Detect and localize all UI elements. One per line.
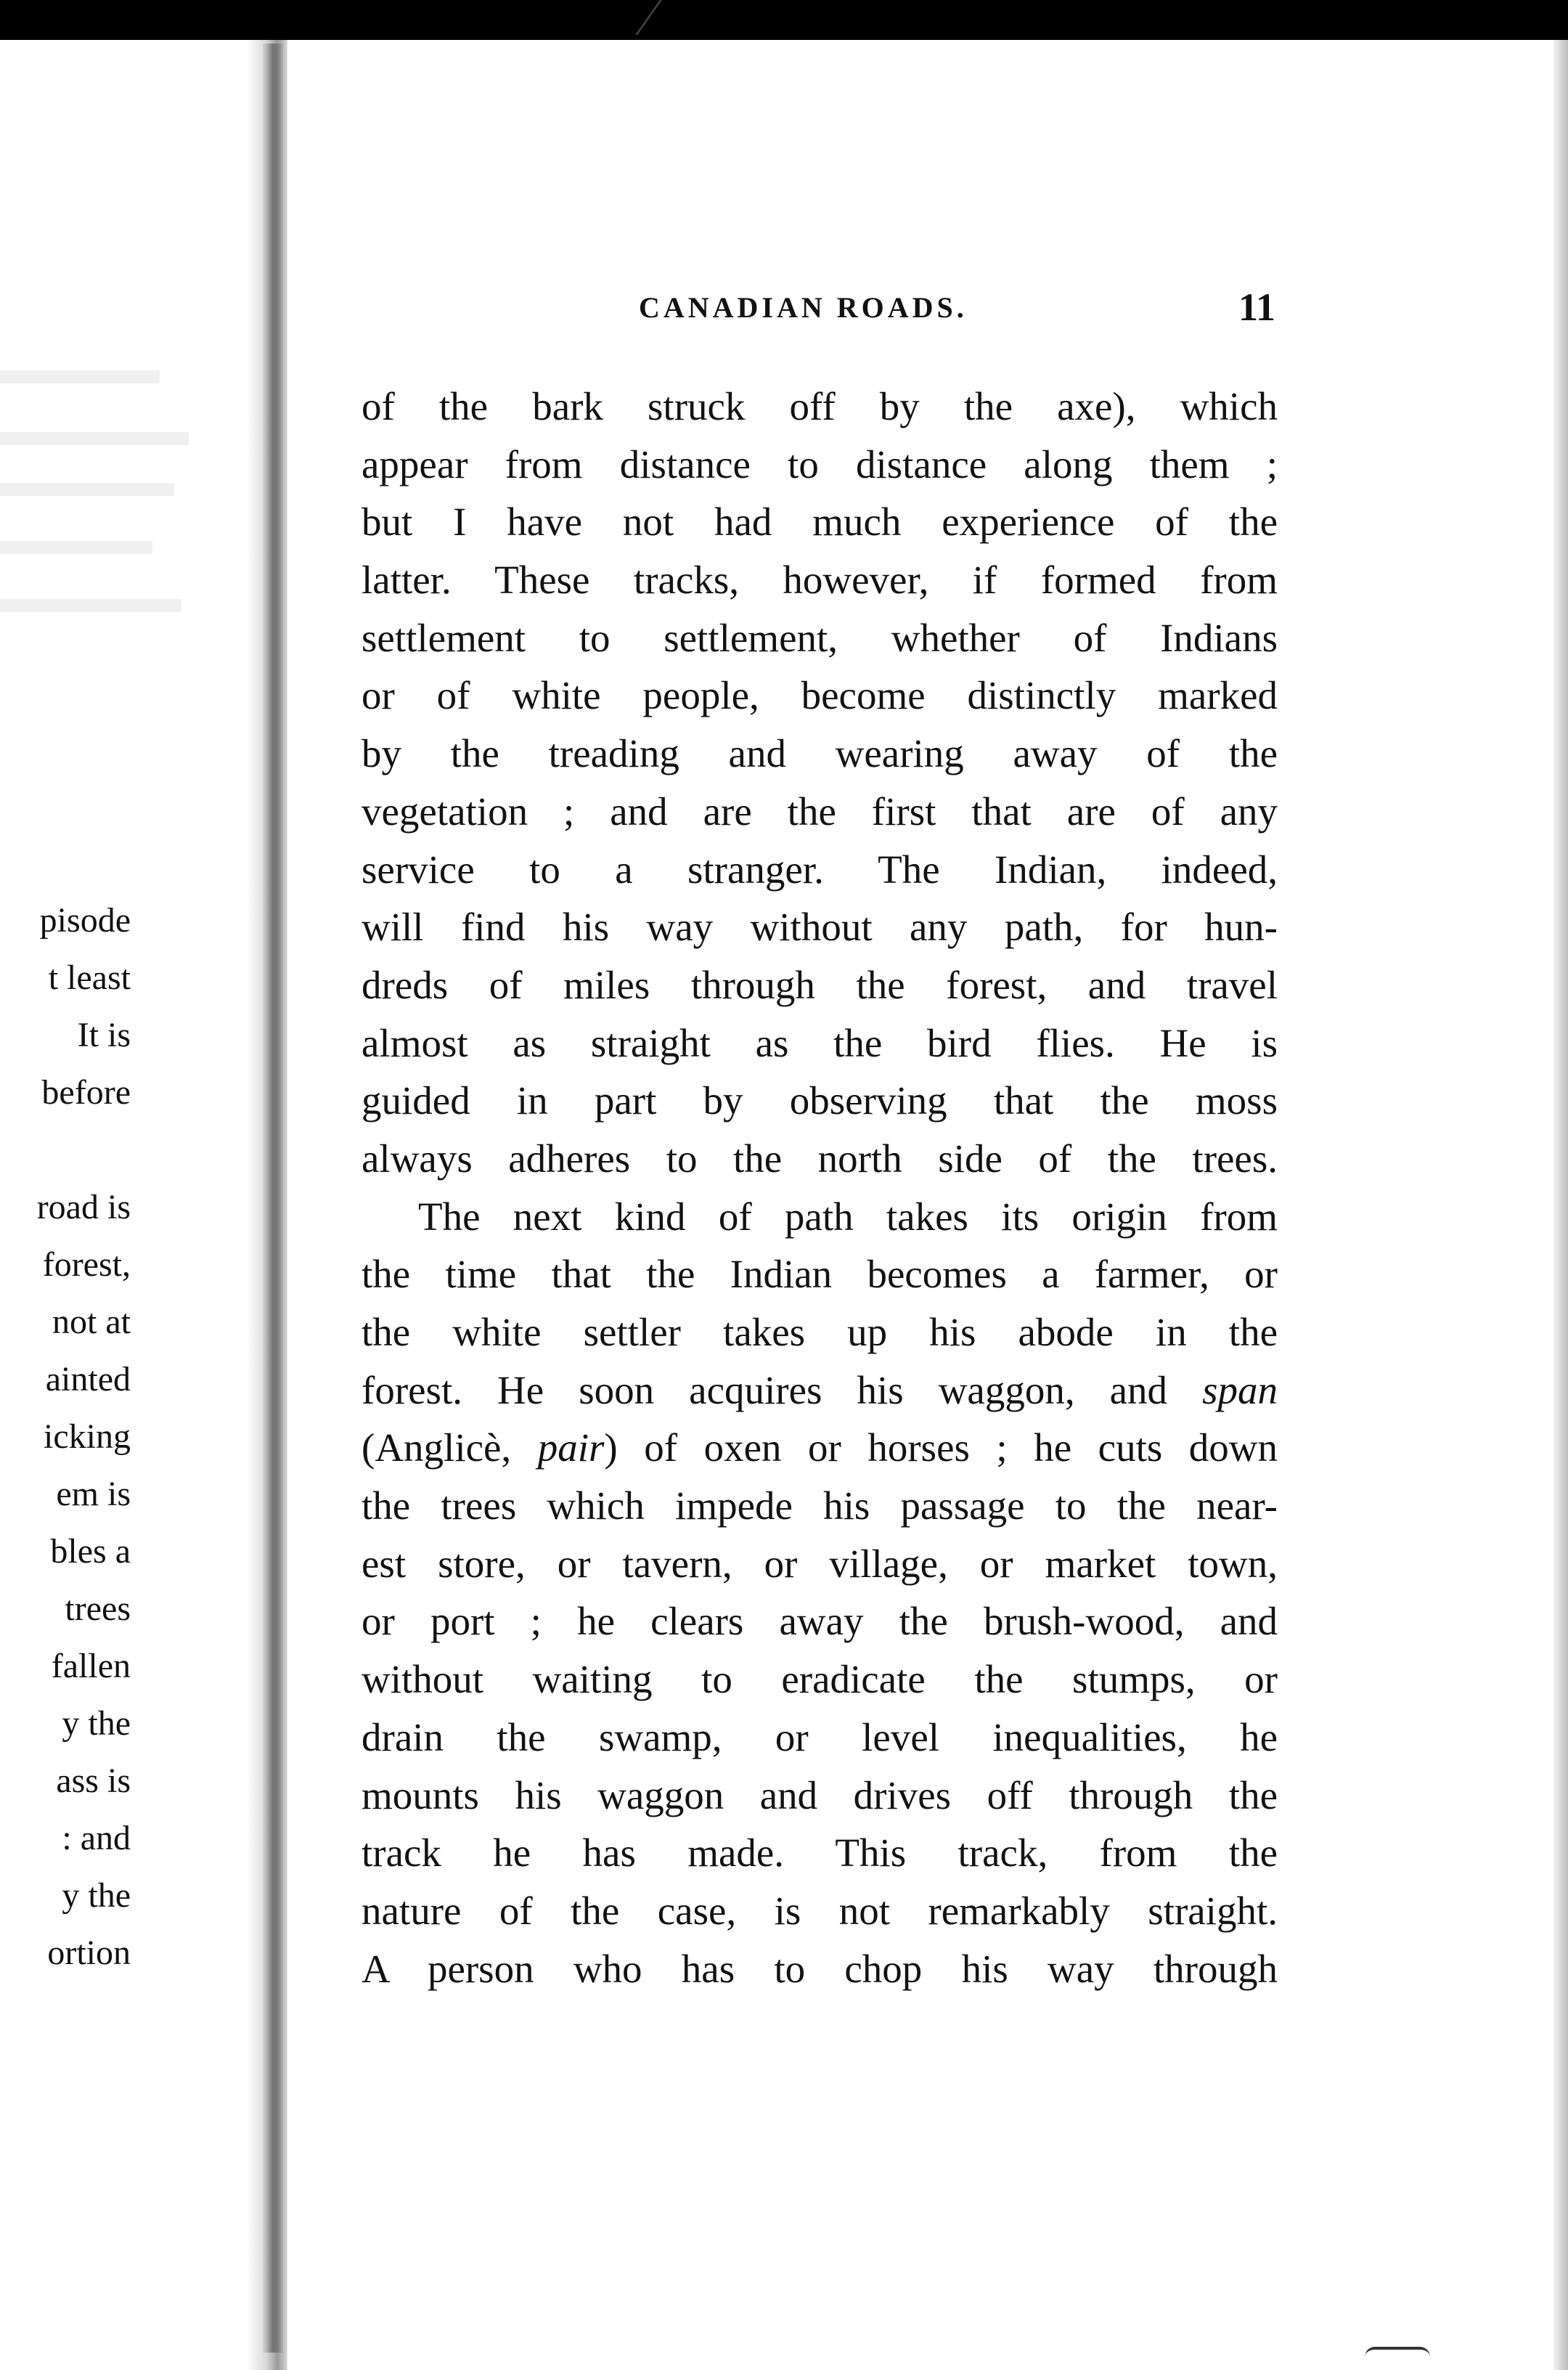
- bleed-through-line: [0, 483, 174, 496]
- text-line: appear from distance to distance along them ;: [362, 441, 1278, 486]
- text-segment: (Anglicè,: [362, 1425, 512, 1470]
- left-line: ainted: [45, 1360, 131, 1398]
- text-line: latter. These tracks, however, if formed from: [362, 558, 1278, 603]
- text-line: guided in part by observing that the moss: [362, 1078, 1278, 1123]
- left-line: em is: [56, 1475, 131, 1513]
- text-line: by the treading and wearing away of the: [362, 731, 1278, 776]
- page-number: 11: [1238, 285, 1276, 329]
- text-segment: forest. He soon acquires his waggon, and: [362, 1367, 1168, 1412]
- paragraph-end-line: always adheres to the north side of the trees.: [362, 1136, 1278, 1181]
- text-line: but I have not had much experience of the: [362, 500, 1278, 545]
- text-line: almost as straight as the bird flies. He is: [362, 1020, 1278, 1065]
- text-line: will find his way without any path, for hun-: [362, 905, 1278, 950]
- text-line: est store, or tavern, or village, or market town,: [362, 1541, 1278, 1586]
- left-line: pisode: [39, 901, 131, 940]
- text-line: the white settler takes up his abode in the: [362, 1310, 1278, 1354]
- text-line: nature of the case, is not remarkably straight.: [362, 1888, 1278, 1933]
- italic-word: pair: [537, 1425, 605, 1470]
- left-line: road is: [36, 1188, 131, 1226]
- text-line: the trees which impede his passage to the near-: [362, 1483, 1278, 1528]
- text-line: vegetation ; and are the first that are of any: [362, 789, 1278, 834]
- text-line: without waiting to eradicate the stumps, or: [362, 1657, 1278, 1702]
- text-segment: ) of oxen or horses ; he cuts down: [604, 1425, 1278, 1470]
- text-line: A person who has to chop his way through: [362, 1946, 1278, 1991]
- left-line: t least: [48, 958, 131, 997]
- text-line: the time that the Indian becomes a farmer, or: [362, 1252, 1278, 1297]
- text-line: or port ; he clears away the brush-wood, and: [362, 1599, 1278, 1644]
- scan-artifact-mark: [635, 0, 691, 35]
- left-line: ass is: [56, 1762, 131, 1800]
- running-head: CANADIAN ROADS.: [639, 291, 968, 324]
- body-text: [362, 378, 1278, 1998]
- left-line: : and: [62, 1819, 131, 1857]
- left-line-gap: [0, 1121, 131, 1178]
- left-line: fallen: [51, 1647, 131, 1685]
- left-line: icking: [44, 1417, 131, 1456]
- text-line: service to a stranger. The Indian, indeed,: [362, 847, 1278, 892]
- text-line: or of white people, become distinctly marked: [362, 673, 1278, 718]
- italic-word: span: [1202, 1367, 1278, 1412]
- bleed-through-line: [0, 432, 189, 445]
- text-line: dreds of miles through the forest, and travel: [362, 962, 1278, 1007]
- left-line: trees: [65, 1589, 131, 1628]
- left-line: ortion: [47, 1934, 131, 1972]
- text-line: mounts his waggon and drives off through the: [362, 1772, 1278, 1817]
- left-line: y the: [62, 1704, 131, 1743]
- left-line: before: [41, 1073, 131, 1112]
- left-line: bles a: [50, 1532, 131, 1571]
- text-line-with-italic: [362, 1361, 1278, 1420]
- left-line: y the: [62, 1876, 131, 1915]
- text-line: track he has made. This track, from the: [362, 1831, 1278, 1876]
- gutter-shadow: [263, 44, 283, 2353]
- left-line: forest,: [42, 1245, 131, 1284]
- text-line: settlement to settlement, whether of Indians: [362, 615, 1278, 660]
- page-edge: [1553, 40, 1568, 2370]
- left-page-text-fragments: [0, 892, 131, 1982]
- left-line: It is: [77, 1016, 131, 1054]
- bleed-through-line: [0, 541, 152, 554]
- text-line: of the bark struck off by the axe), which: [362, 384, 1278, 428]
- text-line: drain the swamp, or level inequalities, he: [362, 1714, 1278, 1759]
- bleed-through-line: [0, 599, 181, 612]
- bleed-through-line: [0, 370, 160, 383]
- text-line-with-italic: [362, 1419, 1278, 1477]
- scan-artifact-mark: [1365, 2347, 1430, 2357]
- paragraph-start-line: The next kind of path takes its origin from: [418, 1194, 1278, 1239]
- left-line: not at: [52, 1303, 131, 1341]
